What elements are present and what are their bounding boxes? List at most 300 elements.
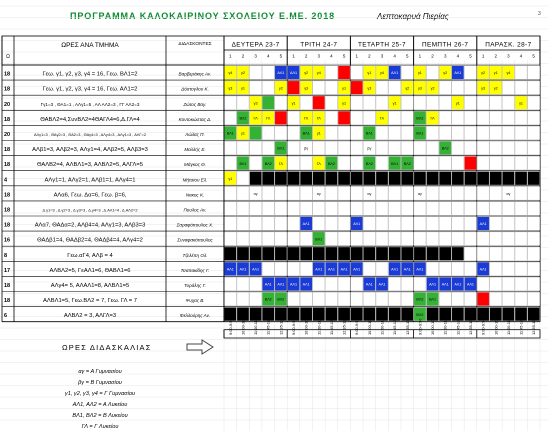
schedule-cell [490, 187, 502, 201]
time-label: 11:00-11:45 [316, 314, 322, 335]
schedule-cell [515, 141, 527, 155]
cell-code: γ2 [443, 71, 448, 76]
cell-code: γ4 [316, 71, 321, 76]
schedule-cell [224, 247, 236, 261]
cell-code: ΓΛ [253, 116, 258, 121]
schedule-cell [300, 292, 312, 306]
schedule-cell [376, 187, 388, 201]
legend-line: γ1, γ2, γ3, γ4 = Γ Γυμνασίου [64, 391, 136, 397]
schedule-cell [237, 217, 249, 231]
schedule-cell [376, 217, 388, 231]
schedule-cell [363, 111, 375, 125]
legend-line: αγ = Α Γυμνασίου [78, 369, 122, 375]
row-teacher: Μήτσιου Ελ. [182, 177, 208, 183]
schedule-cell [401, 126, 413, 140]
cell-code: ΒΛ2 [403, 161, 411, 166]
schedule-cell [376, 81, 388, 95]
schedule-cell [389, 187, 401, 201]
cell-code: γ4 [380, 71, 384, 76]
row-hours: 18 [4, 162, 11, 169]
schedule-cell [275, 202, 287, 216]
cell-code: γ4 [506, 71, 511, 76]
schedule-cell [464, 232, 476, 246]
schedule-cell [502, 96, 514, 110]
row-section: ΑΛα7, ΘΑΔα=2, ΑΛβ4=4, ΑΛγ1=3, ΑΛβ3=3 [34, 222, 146, 229]
period-number: 5 [469, 53, 472, 59]
schedule-cell [224, 111, 236, 125]
schedule-cell [452, 292, 464, 306]
time-label: 12:35-13:35 [278, 314, 284, 335]
schedule-cell [502, 217, 514, 231]
cell-code: ΑΛ1 [441, 282, 449, 287]
cell-code: γ1 [316, 131, 321, 136]
schedule-cell [477, 126, 489, 140]
schedule-cell [389, 172, 401, 186]
schedule-cell [502, 126, 514, 140]
schedule-cell [351, 187, 363, 201]
schedule-cell [237, 277, 249, 291]
schedule-cell [325, 111, 337, 125]
schedule-cell [250, 141, 262, 155]
time-label: 12:35-13:35 [531, 314, 537, 335]
cell-code: γ3 [228, 86, 233, 91]
schedule-cell [477, 111, 489, 125]
schedule-cell [325, 66, 337, 80]
schedule-cell [389, 81, 401, 95]
schedule-cell [528, 66, 540, 80]
row-section: Γεω.αΓ4, ΑΛβ = 4 [67, 252, 113, 259]
schedule-cell [250, 81, 262, 95]
schedule-cell [325, 202, 337, 216]
period-number: 2 [494, 53, 498, 59]
schedule-cell [464, 81, 476, 95]
schedule-cell [288, 187, 300, 201]
schedule-cell [464, 217, 476, 231]
cell-code: γ3 [367, 86, 372, 91]
cell-code: ΓΛ [278, 161, 283, 166]
time-label: 11:00-11:45 [505, 314, 511, 335]
schedule-cell [528, 247, 540, 261]
time-label: 11:45-12:30 [455, 314, 461, 335]
schedule-cell [363, 232, 375, 246]
schedule-cell [490, 202, 502, 216]
time-label: 11:00-11:45 [379, 314, 385, 335]
schedule-cell [515, 172, 527, 186]
schedule-cell [250, 277, 262, 291]
schedule-cell [313, 292, 325, 306]
period-number: 4 [519, 53, 523, 59]
schedule-cell [351, 111, 363, 125]
schedule-cell [288, 141, 300, 155]
schedule-cell [237, 232, 249, 246]
cell-code: γ1 [417, 71, 422, 76]
schedule-cell [414, 96, 426, 110]
cell-code: ΓΛ [316, 161, 321, 166]
period-number: 1 [418, 53, 422, 59]
schedule-cell [439, 96, 451, 110]
cell-code: ΒΛ2 [416, 116, 424, 121]
schedule-cell [363, 202, 375, 216]
schedule-cell [414, 217, 426, 231]
schedule-cell [389, 202, 401, 216]
cell-code: ΑΛ1 [226, 267, 234, 272]
row-teacher: Κοντοκώστας Δ. [178, 116, 212, 122]
row-teacher: Μάγκος Θ. [184, 162, 206, 168]
cell-code: αγ [506, 191, 511, 196]
schedule-cell [464, 141, 476, 155]
schedule-cell [490, 141, 502, 155]
row-teacher: Τσαπακίδης Γ. [180, 267, 210, 273]
right-arrow-icon [186, 339, 214, 360]
schedule-cell [376, 126, 388, 140]
time-label: 9:00-9:50 [227, 318, 233, 335]
period-number: 4 [266, 53, 270, 59]
schedule-cell [224, 156, 236, 170]
schedule-cell [439, 202, 451, 216]
schedule-cell [237, 202, 249, 216]
row-teacher: Βαρβεράκης Αν. [178, 71, 212, 77]
schedule-cell [313, 247, 325, 261]
schedule-cell [389, 232, 401, 246]
schedule-cell [338, 141, 350, 155]
schedule-cell [427, 96, 439, 110]
schedule-cell [338, 292, 350, 306]
schedule-cell [376, 156, 388, 170]
schedule-cell [224, 232, 236, 246]
schedule-cell [250, 292, 262, 306]
schedule-cell [338, 111, 350, 125]
schedule-cell [502, 111, 514, 125]
cell-code: ΑΛ1 [391, 71, 399, 76]
row-hours: 20 [4, 101, 11, 108]
schedule-cell [528, 217, 540, 231]
schedule-cell [502, 156, 514, 170]
period-number: 3 [443, 53, 447, 59]
row-teacher: Τζελέπη Ολ. [182, 252, 208, 258]
period-number: 1 [355, 53, 358, 59]
schedule-cell [427, 217, 439, 231]
row-hours: 8 [4, 252, 8, 259]
schedule-cell [325, 172, 337, 186]
schedule-cell [427, 66, 439, 80]
schedule-cell [427, 141, 439, 155]
row-teacher: Μαλλής Ε. [184, 147, 206, 153]
period-number: 3 [317, 53, 321, 59]
schedule-cell [325, 292, 337, 306]
schedule-cell [427, 172, 439, 186]
row-section: ΑΛΒΛ2=5, ΓεΑΛ1=6, ΘΑΒΛ1=6 [49, 267, 131, 274]
schedule-cell [300, 156, 312, 170]
schedule-cell [325, 81, 337, 95]
schedule-cell [414, 247, 426, 261]
schedule-cell [515, 277, 527, 291]
schedule-cell [452, 247, 464, 261]
schedule-cell [237, 187, 249, 201]
schedule-cell [275, 111, 287, 125]
cell-code: γ1 [455, 101, 460, 106]
schedule-cell [401, 232, 413, 246]
schedule-cell [464, 247, 476, 261]
cell-code: ΒΛ1 [315, 237, 323, 242]
schedule-cell [338, 172, 350, 186]
cell-code: γ2 [493, 86, 498, 91]
cell-code: ΑΛ1 [315, 267, 323, 272]
schedule-cell [351, 66, 363, 80]
cell-code: γ1 [342, 101, 347, 106]
schedule-cell [414, 277, 426, 291]
cell-code: ΒΛ1 [226, 131, 234, 136]
day-header: ΤΕΤΑΡΤΗ 25-7 [357, 41, 407, 49]
schedule-cell [477, 247, 489, 261]
period-number: 3 [507, 53, 510, 59]
schedule-cell [338, 202, 350, 216]
row-hours: 18 [4, 147, 11, 154]
schedule-cell [490, 217, 502, 231]
period-number: 4 [330, 53, 333, 59]
row-teacher: Νακος Κ. [185, 192, 205, 198]
time-label: 9:00-9:50 [480, 318, 486, 335]
schedule-cell [325, 277, 337, 291]
schedule-cell [414, 202, 426, 216]
cell-code: γ2 [481, 71, 486, 76]
schedule-cell [288, 172, 300, 186]
cell-code: βγ [367, 146, 372, 151]
period-number: 2 [241, 53, 245, 59]
schedule-cell [262, 141, 274, 155]
day-header: ΤΡΙΤΗ 24-7 [300, 41, 338, 49]
schedule-cell [224, 202, 236, 216]
time-label: 9:00-9:50 [417, 318, 423, 335]
schedule-cell [250, 232, 262, 246]
schedule-cell [401, 247, 413, 261]
schedule-cell [401, 202, 413, 216]
schedule-cell [237, 172, 249, 186]
schedule-cell [477, 292, 489, 306]
time-label: 11:00-11:45 [442, 314, 448, 335]
schedule-cell [490, 262, 502, 276]
time-label: 9:00-9:50 [291, 318, 297, 335]
row-section: ΑΛΒΛ1=5, Γεω.ΒΛ2 = 7, Γεω. ΓΛ = 7 [42, 298, 138, 305]
cell-code: ΑΛ1 [365, 282, 373, 287]
schedule-cell [237, 96, 249, 110]
schedule-cell [325, 187, 337, 201]
cell-code: γ1 [241, 131, 245, 136]
schedule-cell [439, 247, 451, 261]
place-label: Λεπτοκαρυά Πιερίας [377, 12, 449, 21]
schedule-cell [338, 187, 350, 201]
schedule-cell [313, 141, 325, 155]
schedule-cell [515, 262, 527, 276]
schedule-cell [414, 156, 426, 170]
cell-code: ΑΛ1 [290, 282, 298, 287]
schedule-cell [401, 277, 413, 291]
row-hours: 18 [4, 71, 11, 78]
schedule-cell [224, 217, 236, 231]
row-section: ΑΛα6, Γεω. Δα=6, Γεω. β=6, [53, 192, 127, 199]
schedule-cell [275, 187, 287, 201]
schedule-cell [389, 277, 401, 291]
schedule-cell [363, 292, 375, 306]
schedule-cell [427, 187, 439, 201]
schedule-cell [262, 172, 274, 186]
schedule-cell [477, 187, 489, 201]
cell-code: γ1 [241, 86, 245, 91]
period-number: 3 [380, 53, 384, 59]
schedule-cell [427, 247, 439, 261]
schedule-cell [300, 172, 312, 186]
schedule-cell [427, 156, 439, 170]
cell-code: ΑΛ1 [340, 267, 348, 272]
cell-code: γ2 [278, 86, 283, 91]
cell-code: γ1 [519, 101, 523, 106]
cell-code: ΑΛ1 [353, 222, 361, 227]
schedule-cell [300, 96, 312, 110]
period-number: 4 [393, 53, 396, 59]
row-hours: 17 [4, 267, 11, 274]
schedule-cell [300, 232, 312, 246]
cell-code: γ4 [228, 71, 233, 76]
row-hours: 18 [4, 283, 11, 289]
cell-code: γ1 [342, 86, 347, 91]
schedule-cell [363, 96, 375, 110]
row-section: ΑΛγ4= 5, ΑΛΑΛ1=8, ΑΛΒΛ1=5 [50, 283, 130, 289]
schedule-cell [300, 202, 312, 216]
cell-code: ΑΛ1 [277, 282, 285, 287]
schedule-cell [439, 232, 451, 246]
cell-code: γ1 [228, 176, 233, 181]
schedule-cell [464, 172, 476, 186]
schedule-cell [490, 232, 502, 246]
day-header: ΠΑΡΑΣΚ. 28-7 [485, 41, 532, 49]
schedule-cell [363, 172, 375, 186]
cell-code: γ1 [392, 101, 397, 106]
schedule-cell [376, 262, 388, 276]
cell-code: γ1 [493, 71, 498, 76]
row-hours: 6 [4, 313, 8, 320]
cell-code: ΒΛ2 [264, 161, 272, 166]
cell-code: γ2 [430, 86, 435, 91]
schedule-cell [502, 81, 514, 95]
schedule-cell [313, 202, 325, 216]
schedule-cell [528, 111, 540, 125]
schedule-cell [452, 156, 464, 170]
time-label: 11:45-12:30 [518, 314, 524, 335]
schedule-cell [452, 217, 464, 231]
schedule-cell [300, 247, 312, 261]
schedule-cell [515, 292, 527, 306]
cell-code: βγ [304, 146, 309, 151]
row-section: ΑΛγ1=1, ΑΛγ2=1, ΑΛβ1=1, ΑΛγ4=1 [44, 177, 136, 184]
cell-code: αγ [367, 191, 372, 196]
schedule-cell [439, 111, 451, 125]
schedule-cell [490, 277, 502, 291]
cell-code: γ2 [241, 71, 245, 76]
schedule-cell [275, 172, 287, 186]
schedule-cell [250, 247, 262, 261]
cell-code: ΑΛ1 [391, 267, 399, 272]
period-number: 5 [279, 53, 283, 59]
row-hours: 18 [4, 86, 11, 93]
schedule-cell [250, 172, 262, 186]
schedule-cell [224, 141, 236, 155]
schedule-cell [250, 156, 262, 170]
schedule-cell [338, 232, 350, 246]
schedule-cell [376, 141, 388, 155]
schedule-cell [351, 96, 363, 110]
schedule-cell [250, 66, 262, 80]
schedule-cell [490, 96, 502, 110]
period-number: 3 [254, 53, 257, 59]
schedule-cell [351, 126, 363, 140]
day-header: ΠΕΜΠΤΗ 26-7 [422, 41, 469, 49]
time-label: 11:45-12:30 [392, 314, 398, 335]
cell-code: αγ [417, 191, 422, 196]
schedule-cell [464, 202, 476, 216]
schedule-cell [528, 96, 540, 110]
schedule-cell [351, 247, 363, 261]
schedule-cell [414, 232, 426, 246]
cell-code: ΑΛ1 [454, 71, 462, 76]
cell-code: ΒΛ2 [365, 161, 373, 166]
schedule-cell [351, 141, 363, 155]
schedule-cell [477, 202, 489, 216]
schedule-cell [528, 202, 540, 216]
schedule-cell [300, 262, 312, 276]
time-label: 9:00-9:50 [354, 318, 360, 335]
time-label: 12:35-13:35 [467, 314, 473, 335]
cell-code: ΑΛ1 [416, 267, 424, 272]
row-section: ΑΛγ1=3 , ΘΑγ2=3 , ΘΑ2=3 , ΘΑγ4=3 , ΑΛγ4=3 , ΑΛγ1=3 , ΑΛΓ=2 [33, 132, 147, 137]
schedule-cell [288, 202, 300, 216]
schedule-cell [288, 262, 300, 276]
schedule-cell [528, 277, 540, 291]
schedule-cell [401, 292, 413, 306]
schedule-cell [490, 126, 502, 140]
schedule-cell [288, 232, 300, 246]
time-label: 12:35-13:35 [341, 314, 347, 335]
schedule-cell [288, 247, 300, 261]
cell-code: ΓΛ [379, 116, 385, 121]
row-section: ΘΑΒΛ2=4,ΣυνΒΛ2=4ΘΑΓΛ4=6,Δ.ΓΛ=4 [40, 116, 140, 123]
schedule-cell [363, 217, 375, 231]
row-hours: 4 [4, 177, 8, 184]
cell-code: ΑΛ1 [466, 282, 474, 287]
time-label: 10:00-10:45 [493, 314, 499, 335]
cell-code: ΒΛ1 [277, 146, 285, 151]
schedule-cell [427, 202, 439, 216]
schedule-cell [275, 247, 287, 261]
row-section: Γεω. γ1, γ2, γ3, γ4 = 16, Γεω. ΒΛ1=2 [42, 71, 138, 78]
schedule-cell [515, 202, 527, 216]
cell-code: γ1 [291, 101, 296, 106]
row-teacher: Συναφακόπουλος [177, 237, 213, 243]
teaching-hours-label: ΩΡΕΣ ΔΙΔΑΣΚΑΛΙΑΣ [62, 343, 152, 352]
schedule-cell [351, 277, 363, 291]
schedule-cell [490, 156, 502, 170]
schedule-cell [262, 66, 274, 80]
cell-code: ΒΛ1 [365, 131, 373, 136]
schedule-cell [237, 292, 249, 306]
time-label: 11:45-12:30 [328, 314, 334, 335]
schedule-cell [389, 217, 401, 231]
period-number: 5 [342, 53, 346, 59]
schedule-cell [288, 292, 300, 306]
row-hours: 20 [4, 132, 11, 138]
schedule-cell [439, 292, 451, 306]
legend-line: ΑΛ1, ΑΛ2 = Α Λυκείου [72, 402, 128, 408]
schedule-cell [452, 262, 464, 276]
schedule-cell [288, 126, 300, 140]
